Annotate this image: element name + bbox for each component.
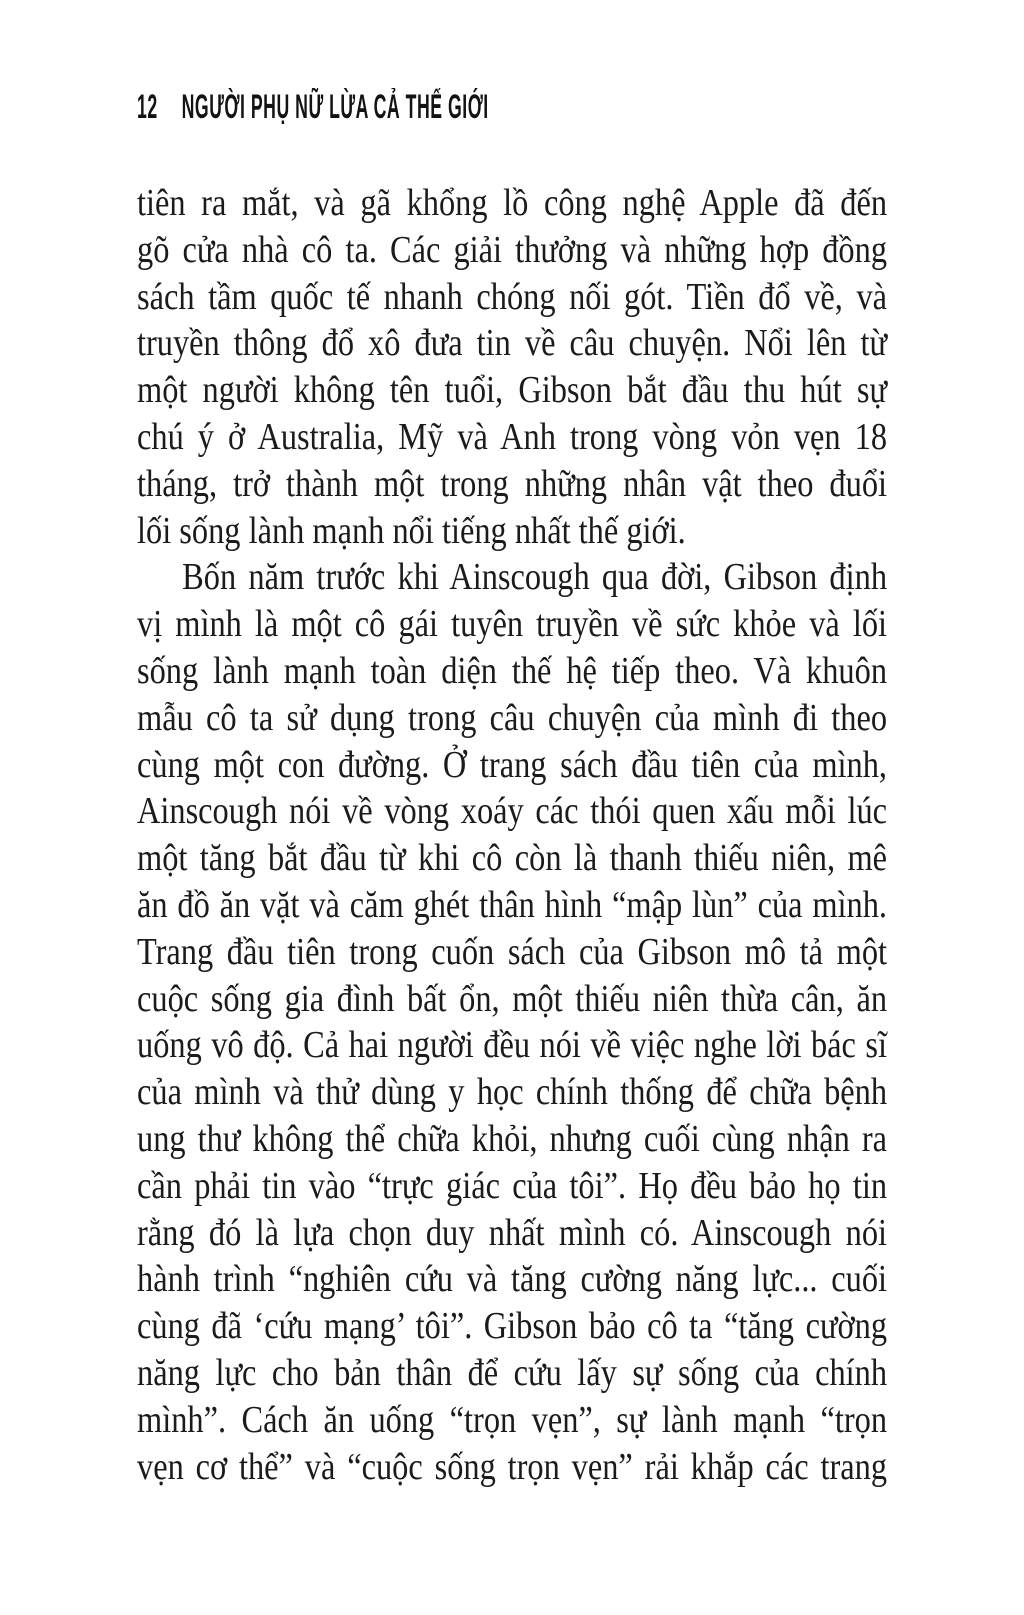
- text-line: mẫu cô ta sử dụng trong câu chuyện của mình đi theo: [137, 696, 888, 739]
- text-line: rằng đó là lựa chọn duy nhất mình có. Ainscough nói: [137, 1211, 888, 1254]
- text-line: cùng một con đường. Ở trang sách đầu tiên của mình,: [137, 743, 888, 786]
- running-header: [137, 90, 489, 124]
- text-line: vẹn cơ thể” và “cuộc sống trọn vẹn” rải khắp các trang: [137, 1445, 888, 1488]
- text-line: uống vô độ. Cả hai người đều nói về việc nghe lời bác sĩ: [137, 1024, 888, 1067]
- text-line: cùng đã ‘cứu mạng’ tôi”. Gibson bảo cô ta “tăng cường: [137, 1305, 888, 1348]
- text-line: một tăng bắt đầu từ khi cô còn là thanh thiếu niên, mê: [137, 837, 888, 880]
- paragraph: [137, 554, 887, 1490]
- text-line: tháng, trở thành một trong những nhân vật theo đuổi: [137, 462, 888, 505]
- text-line: mình”. Cách ăn uống “trọn vẹn”, sự lành mạnh “trọn: [137, 1398, 888, 1441]
- text-line: ung thư không thể chữa khỏi, nhưng cuối cùng nhận ra: [137, 1117, 888, 1160]
- running-title: NGƯỜI PHỤ NỮ LỪA CẢ THẾ GIỚI: [181, 88, 489, 126]
- paragraph: [137, 180, 887, 554]
- body-text: [137, 180, 887, 1490]
- text-line: truyền thông đổ xô đưa tin về câu chuyện. Nổi lên từ: [137, 322, 888, 365]
- text-line: Ainscough nói về vòng xoáy các thói quen xấu mỗi lúc: [137, 790, 888, 833]
- text-line: Bốn năm trước khi Ainscough qua đời, Gibson định: [182, 556, 888, 599]
- text-line: chú ý ở Australia, Mỹ và Anh trong vòng vỏn vẹn 18: [137, 415, 888, 458]
- page-number: 12: [137, 88, 158, 126]
- text-line: cần phải tin vào “trực giác của tôi”. Họ đều bảo họ tin: [137, 1164, 888, 1207]
- text-line: hành trình “nghiên cứu và tăng cường năng lực... cuối: [137, 1258, 888, 1301]
- text-line: Trang đầu tiên trong cuốn sách của Gibson mô tả một: [137, 930, 888, 973]
- text-line: sống lành mạnh toàn diện thế hệ tiếp theo. Và khuôn: [137, 649, 888, 692]
- text-line: cuộc sống gia đình bất ổn, một thiếu niên thừa cân, ăn: [137, 977, 888, 1020]
- text-line: năng lực cho bản thân để cứu lấy sự sống của chính: [137, 1351, 888, 1394]
- text-line: ăn đồ ăn vặt và căm ghét thân hình “mập lùn” của mình.: [137, 883, 888, 926]
- text-line: vị mình là một cô gái tuyên truyền về sức khỏe và lối: [137, 603, 888, 646]
- text-line: một người không tên tuổi, Gibson bắt đầu thu hút sự: [137, 369, 888, 412]
- text-line: gõ cửa nhà cô ta. Các giải thưởng và những hợp đồng: [137, 228, 888, 271]
- text-line: lối sống lành mạnh nổi tiếng nhất thế giới.: [137, 509, 686, 552]
- text-line: của mình và thử dùng y học chính thống để chữa bệnh: [137, 1071, 888, 1114]
- text-line: tiên ra mắt, và gã khổng lồ công nghệ Apple đã đến: [137, 182, 888, 224]
- text-line: sách tầm quốc tế nhanh chóng nối gót. Tiền đổ về, và: [137, 275, 888, 318]
